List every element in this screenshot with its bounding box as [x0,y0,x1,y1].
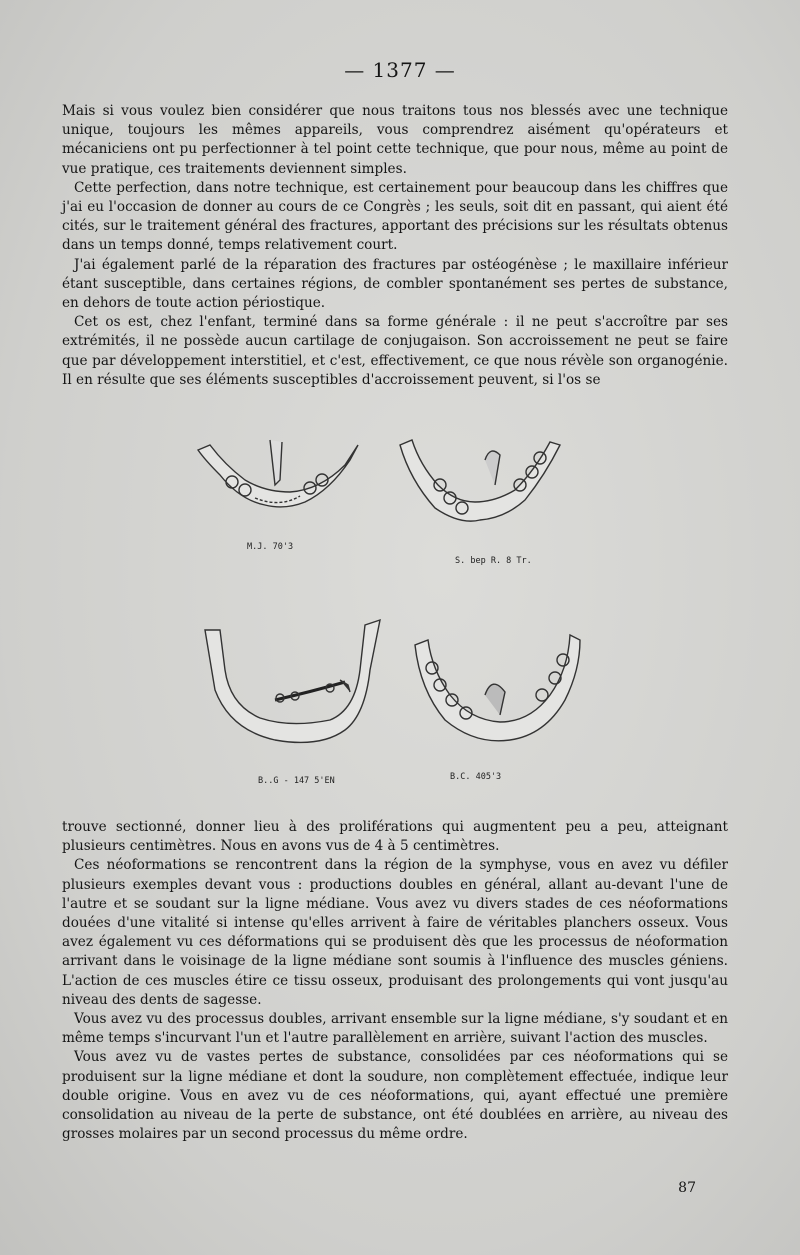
paragraph-1: Mais si vous voulez bien considérer que nous traitons tous nos blessés avec une technique unique, toujours les mêmes appareils, vous comprendrez aisément qu'opérateurs et mécaniciens ont pu perfectionner à tel point cette technique, que pour nous, même au point de vue pratique, ces traitements deviennent simples. [62,103,728,177]
top-text-block [62,102,728,390]
page-number: 87 [678,1180,696,1196]
caption-bottom-left: B..G - 147 5'EN [258,776,335,786]
mandible-figure [170,430,620,790]
caption-top-right: S. bep R. 8 Tr. [455,556,532,566]
paragraph-3: J'ai également parlé de la réparation des fractures par ostéogénèse ; le maxillaire inférieur étant susceptible, dans certaines régions, de combler spontanément ses pertes de substance, en dehors de toute action périostique. [62,256,728,312]
caption-top-left: M.J. 70'3 [247,542,294,552]
paragraph-2: Cette perfection, dans notre technique, est certainement pour beaucoup dans les chiffres que j'ai eu l'occasion de donner au cours de ce Congrès ; les seuls, soit dit en passant, qui aient été cités, sur le traitement général des fractures, apportant des précisions sur les résultats obtenus dans un temps donné, temps relativement court. [62,179,728,254]
paragraph-5: trouve sectionné, donner lieu à des proliférations qui augmentent peu a peu, atteignant plusieurs centimètres. Nous en avons vus de 4 à 5 centimètres. [62,819,728,855]
jaw-drawing-top-left [198,440,358,507]
caption-bottom-right: B.C. 405'3 [450,772,502,782]
paragraph-8: Vous avez vu de vastes pertes de substance, consolidées par ces néoformations qui se produisent sur la ligne médiane et dont la soudure, non complètement effectuée, indique leur double origine. Vous en avez vu de ces néoformations, qui, ayant effectué une première consolidation au niveau de la perte de substance, ont été doublées en arrière, au niveau des grosses molaires par un second processus du même ordre. [62,1049,728,1143]
jaw-drawing-bottom-left [205,620,380,742]
paragraph-4: Cet os est, chez l'enfant, terminé dans sa forme générale : il ne peut s'accroître par ses extrémités, il ne possède aucun cartilage de conjugaison. Son accroissement ne peut se faire que par développement interstitiel, et c'est, effectivement, ce que nous révèle son organogénie. Il en résulte que ses éléments susceptibles d'accroissement peuvent, si l'os se [62,314,728,388]
jaw-drawing-top-right [400,440,560,521]
mandible-drawings [170,430,620,790]
jaw-drawing-bottom-right [415,635,580,741]
bottom-text-block [62,818,728,1144]
paragraph-6: Ces néoformations se rencontrent dans la région de la symphyse, vous en avez vu défiler plusieurs exemples devant vous : productions doubles en général, allant au-devant l'une de l'autre et se soudant sur la ligne médiane. Vous avez vu divers stades de ces néoformations douées d'une vitalité si intense qu'elles arrivent à faire de véritables planchers osseux. Vous avez également vu ces déformations qui se produisent dès que les processus de néoformation arrivant dans le voisinage de la ligne médiane sont soumis à l'influence des muscles géniens. L'action de ces muscles étire ce tissu osseux, produisant des prolongements qui vont jusqu'au niveau des dents de sagesse. [62,857,728,1008]
page-header: — 1377 — [344,58,456,82]
paragraph-7: Vous avez vu des processus doubles, arrivant ensemble sur la ligne médiane, s'y soudant et en même temps s'incurvant l'un et l'autre parallèlement en arrière, suivant l'action des muscles. [62,1011,728,1047]
